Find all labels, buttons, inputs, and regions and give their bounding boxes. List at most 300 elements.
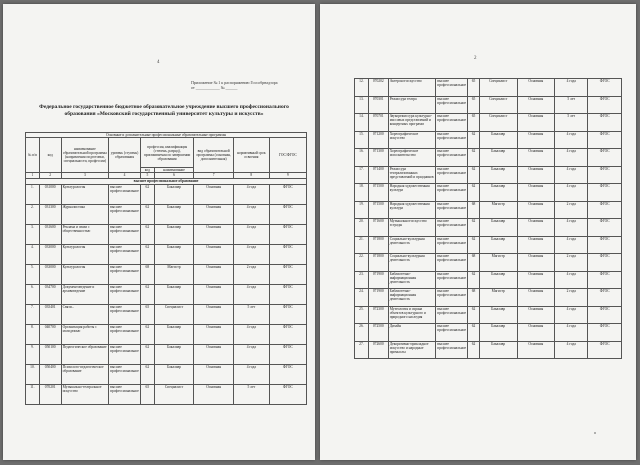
table-cell: Основная [517, 79, 555, 97]
table-cell: Основная [194, 225, 234, 245]
table-cell: Специалист [154, 385, 194, 405]
table-cell: 070301 [368, 96, 388, 114]
table-cell: 62 [468, 271, 480, 289]
table-cell: высшее профессиональное [109, 205, 141, 225]
table-cell: 4 года [234, 205, 270, 225]
table-cell: 4 года [555, 149, 588, 167]
table-cell: 23. [355, 271, 369, 289]
table-row [26, 325, 307, 345]
table-cell: 4 года [234, 245, 270, 265]
table-cell: 2 года [555, 289, 588, 307]
table-cell: 4 года [234, 285, 270, 305]
table-cell: высшее профессиональное [436, 166, 468, 184]
table-cell: ФГОС [269, 345, 306, 365]
table-cell: высшее профессиональное [436, 114, 468, 132]
table-cell: 65 [140, 305, 154, 325]
table-caption: Основные и дополнительные профессиональные образовательные программы [26, 133, 307, 138]
column-number: 6 [154, 173, 194, 179]
table-cell: Основная [517, 96, 555, 114]
table-cell: высшее профессиональное [109, 325, 141, 345]
table-cell: 4. [26, 245, 40, 265]
table-cell: 65 [468, 114, 480, 132]
table-cell: 072300 [368, 306, 388, 324]
table-cell: Музыкальное искусство эстрады [388, 219, 436, 237]
table-cell: 071400 [368, 166, 388, 184]
table-cell: ФГОС [588, 201, 622, 219]
table-row [355, 79, 622, 97]
table-cell: Психолого-педагогическое образование [61, 365, 109, 385]
programs-table-left [25, 132, 307, 405]
table-cell: Магистр [154, 265, 194, 285]
table-cell: 050100 [39, 345, 61, 365]
table-cell: 071800 [368, 236, 388, 254]
table-cell: Культурология [61, 185, 109, 205]
table-row [355, 254, 622, 272]
table-cell: Специалист [479, 96, 517, 114]
table-cell: ФГОС [269, 365, 306, 385]
table-cell: высшее профессиональное [436, 236, 468, 254]
header-qual: профессия, квалификация (степень, разряд), присваиваемая по завершении образования [140, 138, 193, 168]
table-row [26, 385, 307, 405]
table-cell: 62 [140, 285, 154, 305]
column-number: 7 [194, 173, 234, 179]
document-title: Федеральное государственное бюджетное образовательное учреждение высшего профессионального образования «Московский государственный университет культуры и искусств» [39, 104, 289, 117]
table-cell: ФГОС [269, 205, 306, 225]
table-cell: 4 года [555, 219, 588, 237]
table-row [355, 96, 622, 114]
column-number: 4 [109, 173, 141, 179]
table-cell: Магистр [479, 201, 517, 219]
table-cell: 4 года [555, 341, 588, 359]
table-cell: Бакалавр [479, 341, 517, 359]
table-cell: Основная [517, 114, 555, 132]
section-title: высшее профессиональное образование [26, 179, 307, 185]
table-cell: Музыкально-театральное искусство [61, 385, 109, 405]
table-cell: Бакалавр [154, 225, 194, 245]
table-cell: Основная [517, 271, 555, 289]
table-cell: 071900 [368, 271, 388, 289]
table-cell: высшее профессиональное [109, 185, 141, 205]
column-number: 1 [26, 173, 40, 179]
table-cell: ФГОС [588, 219, 622, 237]
table-cell: 033000 [39, 245, 61, 265]
table-cell: 031600 [39, 225, 61, 245]
table-cell: ФГОС [269, 185, 306, 205]
table-cell: 2. [26, 205, 40, 225]
table-cell: ФГОС [588, 289, 622, 307]
table-cell: Основная [517, 201, 555, 219]
table-cell: Бакалавр [154, 285, 194, 305]
table-cell: Хореографическое исполнительство [388, 149, 436, 167]
column-number: 2 [39, 173, 61, 179]
annex-line: от ____________ № ______ [191, 85, 238, 90]
table-cell: Основная [517, 289, 555, 307]
table-cell: 24. [355, 289, 369, 307]
table-row [355, 271, 622, 289]
table-cell: Бакалавр [154, 345, 194, 365]
table-cell: ФГОС [588, 131, 622, 149]
header-code: код [39, 138, 61, 173]
table-cell: высшее профессиональное [109, 385, 141, 405]
table-cell: ФГОС [588, 166, 622, 184]
table-cell: высшее профессиональное [436, 306, 468, 324]
table-cell: высшее профессиональное [436, 201, 468, 219]
table-cell: 9. [26, 345, 40, 365]
table-cell: 62 [468, 341, 480, 359]
table-cell: 62 [468, 306, 480, 324]
table-row [26, 305, 307, 325]
table-cell: 68 [468, 201, 480, 219]
table-cell: Дизайн [388, 324, 436, 342]
table-cell: высшее профессиональное [436, 289, 468, 307]
table-cell: Основная [194, 185, 234, 205]
table-cell: 071600 [368, 219, 388, 237]
table-cell: Основная [194, 265, 234, 285]
table-cell: 071500 [368, 184, 388, 202]
table-cell: 031300 [39, 205, 61, 225]
table-cell: 4 года [555, 306, 588, 324]
table-row [355, 184, 622, 202]
table-cell: высшее профессиональное [436, 149, 468, 167]
left-page [3, 4, 315, 460]
table-cell: Основная [517, 254, 555, 272]
table-cell: высшее профессиональное [436, 324, 468, 342]
table-cell: Актерское искусство [388, 79, 436, 97]
table-cell: Основная [517, 131, 555, 149]
table-cell: 4 года [555, 324, 588, 342]
header-term: нормативный срок освоения [234, 138, 270, 173]
table-row [26, 265, 307, 285]
table-cell: Хореографическое искусство [388, 131, 436, 149]
table-cell: 034700 [39, 285, 61, 305]
header-qual-code: код [140, 168, 154, 173]
table-cell: Связи... [61, 305, 109, 325]
table-row [26, 225, 307, 245]
table-cell: Режиссура театра [388, 96, 436, 114]
annex-line: Приложение № 1 к распоряжению Госсобрнадзора [191, 80, 278, 85]
table-cell: Культурология [61, 265, 109, 285]
table-cell: 5 лет [234, 305, 270, 325]
table-cell: высшее профессиональное [436, 184, 468, 202]
table-cell: Основная [517, 324, 555, 342]
table-cell: 1. [26, 185, 40, 205]
table-row [26, 185, 307, 205]
header-std: ГОС/ФГОС [269, 138, 306, 173]
table-cell: Музеология и охрана объектов культурного и природного наследия [388, 306, 436, 324]
table-cell: 62 [468, 166, 480, 184]
table-cell: 033000 [39, 265, 61, 285]
table-cell: Звукорежиссура культурно-массовых представлений и концертных программ [388, 114, 436, 132]
table-cell: 4 года [234, 185, 270, 205]
table-cell: Народная художественная культура [388, 201, 436, 219]
table-cell: 62 [140, 225, 154, 245]
table-row [355, 324, 622, 342]
table-cell: Организация работы с молодежью [61, 325, 109, 345]
table-cell: 21. [355, 236, 369, 254]
header-kind: вид образовательной программы (основная, дополнительная) [194, 138, 234, 173]
table-cell: Бакалавр [479, 149, 517, 167]
header-level: уровень (ступень) образования [109, 138, 141, 173]
table-cell: 62 [140, 345, 154, 365]
table-cell: высшее профессиональное [436, 219, 468, 237]
table-cell: 18. [355, 184, 369, 202]
table-cell: Основная [517, 236, 555, 254]
table-row [355, 219, 622, 237]
table-row [355, 236, 622, 254]
page-number: 4 [157, 60, 160, 65]
table-row [355, 166, 622, 184]
table-cell: 4 года [234, 325, 270, 345]
table-cell: 2 года [555, 201, 588, 219]
table-cell: Специалист [479, 114, 517, 132]
table-row [26, 365, 307, 385]
page-number: 2 [474, 56, 477, 61]
table-cell: высшее профессиональное [109, 365, 141, 385]
table-cell: 65 [468, 79, 480, 97]
table-row [355, 306, 622, 324]
table-cell: 072600 [368, 341, 388, 359]
table-cell: Бакалавр [154, 365, 194, 385]
table-cell: ФГОС [588, 236, 622, 254]
table-cell: 62 [468, 184, 480, 202]
table-cell: 4 года [234, 225, 270, 245]
header-num: № п/п [26, 138, 40, 173]
table-cell: ФГОС [588, 79, 622, 97]
table-cell: 68 [140, 265, 154, 285]
table-cell: 4 года [234, 345, 270, 365]
table-cell: 4 года [234, 365, 270, 385]
table-cell: Библиотечно-информационная деятельность [388, 289, 436, 307]
table-cell: 6. [26, 285, 40, 305]
table-cell: 071800 [368, 254, 388, 272]
table-cell: высшее профессиональное [436, 131, 468, 149]
table-cell: 26. [355, 324, 369, 342]
table-cell: 14. [355, 114, 369, 132]
table-cell: 25. [355, 306, 369, 324]
table-cell: ФГОС [588, 254, 622, 272]
table-row [26, 205, 307, 225]
table-cell: Основная [517, 184, 555, 202]
table-row [26, 285, 307, 305]
table-cell: ФГОС [269, 385, 306, 405]
table-cell: 072500 [368, 324, 388, 342]
header-qual-name: наименование [154, 168, 194, 173]
table-cell: Основная [194, 365, 234, 385]
table-cell: Культурология [61, 245, 109, 265]
table-row [26, 345, 307, 365]
annex-note [191, 80, 303, 90]
table-cell: 19. [355, 201, 369, 219]
table-cell: 13. [355, 96, 369, 114]
table-cell: ФГОС [269, 325, 306, 345]
table-cell: Бакалавр [154, 325, 194, 345]
table-cell: Бакалавр [479, 219, 517, 237]
table-row [355, 341, 622, 359]
table-cell: 12. [355, 79, 369, 97]
table-cell: 65 [468, 96, 480, 114]
table-cell: 62 [140, 185, 154, 205]
table-cell: ФГОС [269, 285, 306, 305]
table-cell: 4 года [555, 184, 588, 202]
column-number: 5 [140, 173, 154, 179]
table-cell: Бакалавр [154, 245, 194, 265]
table-cell: Основная [517, 149, 555, 167]
table-cell: Режиссура театрализованных представлений и праздников [388, 166, 436, 184]
table-row [355, 149, 622, 167]
table-cell: высшее профессиональное [436, 96, 468, 114]
table-cell: 4 года [555, 166, 588, 184]
table-cell: Основная [194, 245, 234, 265]
table-cell: 5. [26, 265, 40, 285]
table-cell: 3. [26, 225, 40, 245]
table-cell: Библиотечно-информационная деятельность [388, 271, 436, 289]
table-cell: Бакалавр [154, 205, 194, 225]
table-cell: Основная [194, 285, 234, 305]
table-cell: 62 [468, 149, 480, 167]
table-cell: ФГОС [269, 305, 306, 325]
column-number: 8 [234, 173, 270, 179]
table-cell: 7. [26, 305, 40, 325]
table-cell: 071200 [368, 131, 388, 149]
table-cell: высшее профессиональное [436, 79, 468, 97]
table-cell: 27. [355, 341, 369, 359]
table-cell: Основная [517, 306, 555, 324]
table-cell: 070202 [368, 79, 388, 97]
column-number: 3 [61, 173, 109, 179]
table-cell: Бакалавр [479, 236, 517, 254]
table-cell: Основная [517, 219, 555, 237]
table-cell: Бакалавр [479, 184, 517, 202]
table-cell: 15. [355, 131, 369, 149]
table-cell: 4 года [555, 271, 588, 289]
table-cell: ФГОС [588, 114, 622, 132]
table-cell: 68 [468, 289, 480, 307]
table-cell: ФГОС [588, 184, 622, 202]
table-cell: ФГОС [269, 265, 306, 285]
table-cell: Социально-культурная деятельность [388, 236, 436, 254]
table-cell: 17. [355, 166, 369, 184]
table-cell: 071300 [368, 149, 388, 167]
column-number: 9 [269, 173, 306, 179]
table-cell: Документоведение и архивоведение [61, 285, 109, 305]
table-cell: 10. [26, 365, 40, 385]
table-cell: 071500 [368, 201, 388, 219]
table-cell: ФГОС [588, 96, 622, 114]
table-cell: 070701 [368, 114, 388, 132]
table-cell: высшее профессиональное [109, 225, 141, 245]
table-cell: ФГОС [588, 306, 622, 324]
table-cell: ФГОС [588, 341, 622, 359]
table-cell: 2 года [555, 254, 588, 272]
table-cell: Основная [194, 305, 234, 325]
table-cell: высшее профессиональное [109, 265, 141, 285]
table-cell: 2 года [234, 265, 270, 285]
table-cell: Специалист [154, 305, 194, 325]
table-cell: высшее профессиональное [109, 345, 141, 365]
table-cell: Бакалавр [479, 306, 517, 324]
right-page [320, 4, 636, 460]
table-cell: Основная [194, 345, 234, 365]
programs-table-right [354, 78, 622, 359]
table-cell: 5 лет [555, 114, 588, 132]
table-cell: 071900 [368, 289, 388, 307]
table-row [355, 289, 622, 307]
table-cell: 070201 [39, 385, 61, 405]
table-cell: 20. [355, 219, 369, 237]
scan-speck [594, 432, 596, 434]
table-cell: 8. [26, 325, 40, 345]
table-cell: 22. [355, 254, 369, 272]
table-cell: Социально-культурная деятельность [388, 254, 436, 272]
table-cell: 62 [140, 365, 154, 385]
table-cell: 4 года [555, 131, 588, 149]
table-cell: 62 [468, 219, 480, 237]
table-cell: высшее профессиональное [436, 254, 468, 272]
table-cell: высшее профессиональное [109, 305, 141, 325]
table-cell: 62 [140, 325, 154, 345]
table-cell: 65 [140, 385, 154, 405]
table-cell: Основная [517, 166, 555, 184]
table-cell: 62 [468, 324, 480, 342]
table-cell: 11. [26, 385, 40, 405]
table-cell: 5 лет [555, 96, 588, 114]
table-cell: Бакалавр [479, 166, 517, 184]
table-cell: 4 года [555, 79, 588, 97]
table-cell: ФГОС [269, 245, 306, 265]
table-cell: Основная [194, 205, 234, 225]
table-cell: Специалист [479, 79, 517, 97]
table-cell: 62 [140, 205, 154, 225]
table-cell: высшее профессиональное [109, 245, 141, 265]
table-cell: Народная художественная культура [388, 184, 436, 202]
table-cell: высшее профессиональное [109, 285, 141, 305]
table-cell: 62 [140, 245, 154, 265]
table-cell: Бакалавр [154, 185, 194, 205]
table-cell: 050400 [39, 365, 61, 385]
table-cell: Магистр [479, 254, 517, 272]
table-cell: высшее профессиональное [436, 341, 468, 359]
table-cell: Бакалавр [479, 131, 517, 149]
header-name: наименование образовательной программы (направления подготовки, специальности, профессии) [61, 138, 109, 173]
table-cell: Педагогическое образование [61, 345, 109, 365]
table-cell: высшее профессиональное [436, 271, 468, 289]
table-cell: ФГОС [588, 271, 622, 289]
table-cell: ФГОС [269, 225, 306, 245]
table-cell: Декоративно-прикладное искусство и народные промыслы [388, 341, 436, 359]
table-cell: Основная [194, 385, 234, 405]
table-cell: 16. [355, 149, 369, 167]
table-cell: Основная [194, 325, 234, 345]
table-cell: Бакалавр [479, 271, 517, 289]
table-cell: 62 [468, 131, 480, 149]
table-cell: Магистр [479, 289, 517, 307]
table-cell: ФГОС [588, 149, 622, 167]
table-cell: ФГОС [588, 324, 622, 342]
table-cell: Бакалавр [479, 324, 517, 342]
table-cell: 4 года [555, 236, 588, 254]
table-cell: Реклама и связи с общественностью [61, 225, 109, 245]
table-cell: 5 лет [234, 385, 270, 405]
table-cell: 68 [468, 254, 480, 272]
table-cell: 031000 [39, 185, 61, 205]
table-row [26, 245, 307, 265]
table-row [355, 131, 622, 149]
table-row [355, 114, 622, 132]
table-cell: Журналистика [61, 205, 109, 225]
table-cell: 035401 [39, 305, 61, 325]
table-row [355, 201, 622, 219]
table-cell: 62 [468, 236, 480, 254]
